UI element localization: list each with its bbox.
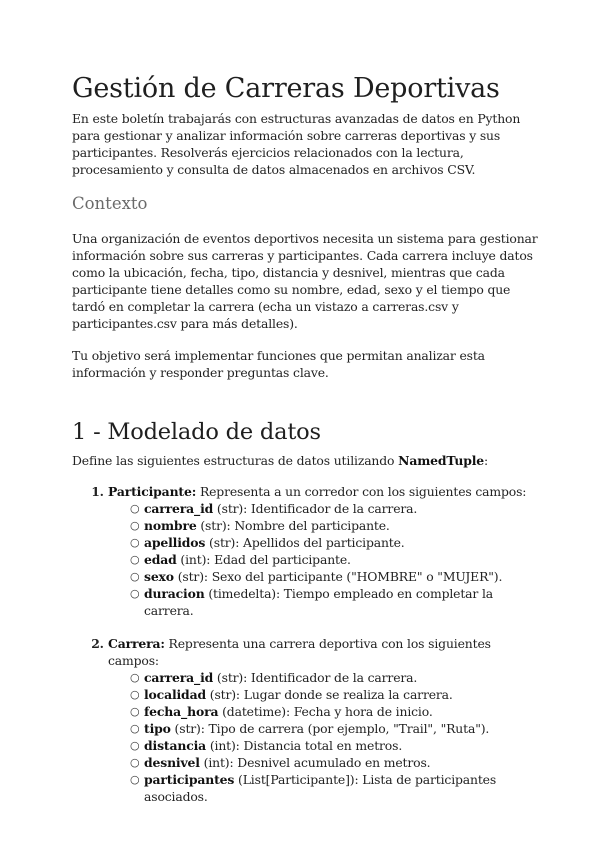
field-name: carrera_id [144, 670, 214, 685]
circle-bullet-icon: ○ [130, 722, 140, 735]
circle-bullet-icon: ○ [130, 773, 140, 786]
field-name: apellidos [144, 535, 206, 550]
field-name: localidad [144, 687, 206, 702]
define-paragraph [72, 452, 542, 469]
context-paragraph-2: Tu objetivo será implementar funciones que permitan analizar esta información y responder preguntas clave. [72, 348, 485, 380]
field-description: (str): Tipo de carrera (por ejemplo, "Trail", "Ruta"). [170, 721, 490, 736]
field-name: duracion [144, 586, 205, 601]
document-page [72, 70, 542, 805]
define-namedtuple: NamedTuple [398, 453, 485, 468]
structure-description: Representa a un corredor con los siguientes campos: [196, 484, 527, 499]
field-description: (str): Nombre del participante. [196, 518, 390, 533]
field-item [130, 551, 542, 568]
field-item [130, 534, 542, 551]
field-item [130, 737, 542, 754]
field-item [130, 720, 542, 737]
field-list [108, 500, 542, 619]
circle-bullet-icon: ○ [130, 570, 140, 583]
field-list [108, 669, 542, 805]
structure-item [108, 483, 542, 619]
field-description: (str): Sexo del participante ("HOMBRE" o "MUJER"). [173, 569, 503, 584]
circle-bullet-icon: ○ [130, 519, 140, 532]
circle-bullet-icon: ○ [130, 536, 140, 549]
field-description: (str): Lugar donde se realiza la carrera. [205, 687, 453, 702]
field-name: desnivel [144, 755, 200, 770]
field-name: tipo [144, 721, 171, 736]
field-name: distancia [144, 738, 207, 753]
structure-name: Participante: [108, 484, 197, 499]
circle-bullet-icon: ○ [130, 502, 140, 515]
field-item [130, 686, 542, 703]
circle-bullet-icon: ○ [130, 587, 140, 600]
circle-bullet-icon: ○ [130, 705, 140, 718]
structure-item [108, 635, 542, 805]
field-description: (str): Identificador de la carrera. [213, 670, 418, 685]
circle-bullet-icon: ○ [130, 688, 140, 701]
field-name: participantes [144, 772, 235, 787]
define-suffix: : [484, 453, 489, 468]
field-item [130, 585, 542, 619]
field-item [130, 500, 542, 517]
field-description: (int): Desnivel acumulado en metros. [199, 755, 431, 770]
field-name: sexo [144, 569, 174, 584]
field-description: (str): Identificador de la carrera. [213, 501, 418, 516]
field-description: (str): Apellidos del participante. [205, 535, 405, 550]
field-item [130, 754, 542, 771]
field-item [130, 771, 542, 805]
structure-name: Carrera: [108, 636, 165, 651]
field-name: fecha_hora [144, 704, 219, 719]
circle-bullet-icon: ○ [130, 739, 140, 752]
circle-bullet-icon: ○ [130, 756, 140, 769]
field-description: (int): Edad del participante. [176, 552, 351, 567]
structure-description: Representa una carrera deportiva con los siguientes campos: [108, 636, 491, 668]
structures-list [72, 483, 542, 805]
field-item [130, 669, 542, 686]
section-heading-modelado: 1 - Modelado de datos [72, 419, 321, 445]
circle-bullet-icon: ○ [130, 671, 140, 684]
define-prefix: Define las siguientes estructuras de datos utilizando [72, 453, 399, 468]
field-name: edad [144, 552, 177, 567]
field-name: nombre [144, 518, 197, 533]
field-description: (int): Distancia total en metros. [206, 738, 403, 753]
field-name: carrera_id [144, 501, 214, 516]
circle-bullet-icon: ○ [130, 553, 140, 566]
context-heading: Contexto [72, 194, 148, 213]
context-paragraph-1: Una organización de eventos deportivos necesita un sistema para gestionar información sobre sus carreras y participantes. Cada carrera incluye datos como la ubicación, fecha, tipo, distancia y desnivel, mientras que cada participante tiene detalles como su nombre, edad, sexo y el tiempo que tardó en completar la carrera (echa un vistazo a carreras.csv y participantes.csv para más detalles). [72, 231, 538, 331]
field-description: (timedelta): Tiempo empleado en completar la carrera. [144, 586, 494, 618]
field-item [130, 517, 542, 534]
page-title: Gestión de Carreras Deportivas [72, 73, 500, 104]
field-description: (datetime): Fecha y hora de inicio. [218, 704, 433, 719]
field-description: (List[Participante]): Lista de participantes asociados. [144, 772, 497, 804]
field-item [130, 703, 542, 720]
intro-paragraph: En este boletín trabajarás con estructuras avanzadas de datos en Python para gestionar y analizar información sobre carreras deportivas y sus participantes. Resolverás ejercicios relacionados con la lectura, procesamiento y consulta de datos almacenados en archivos CSV. [72, 111, 521, 177]
field-item [130, 568, 542, 585]
